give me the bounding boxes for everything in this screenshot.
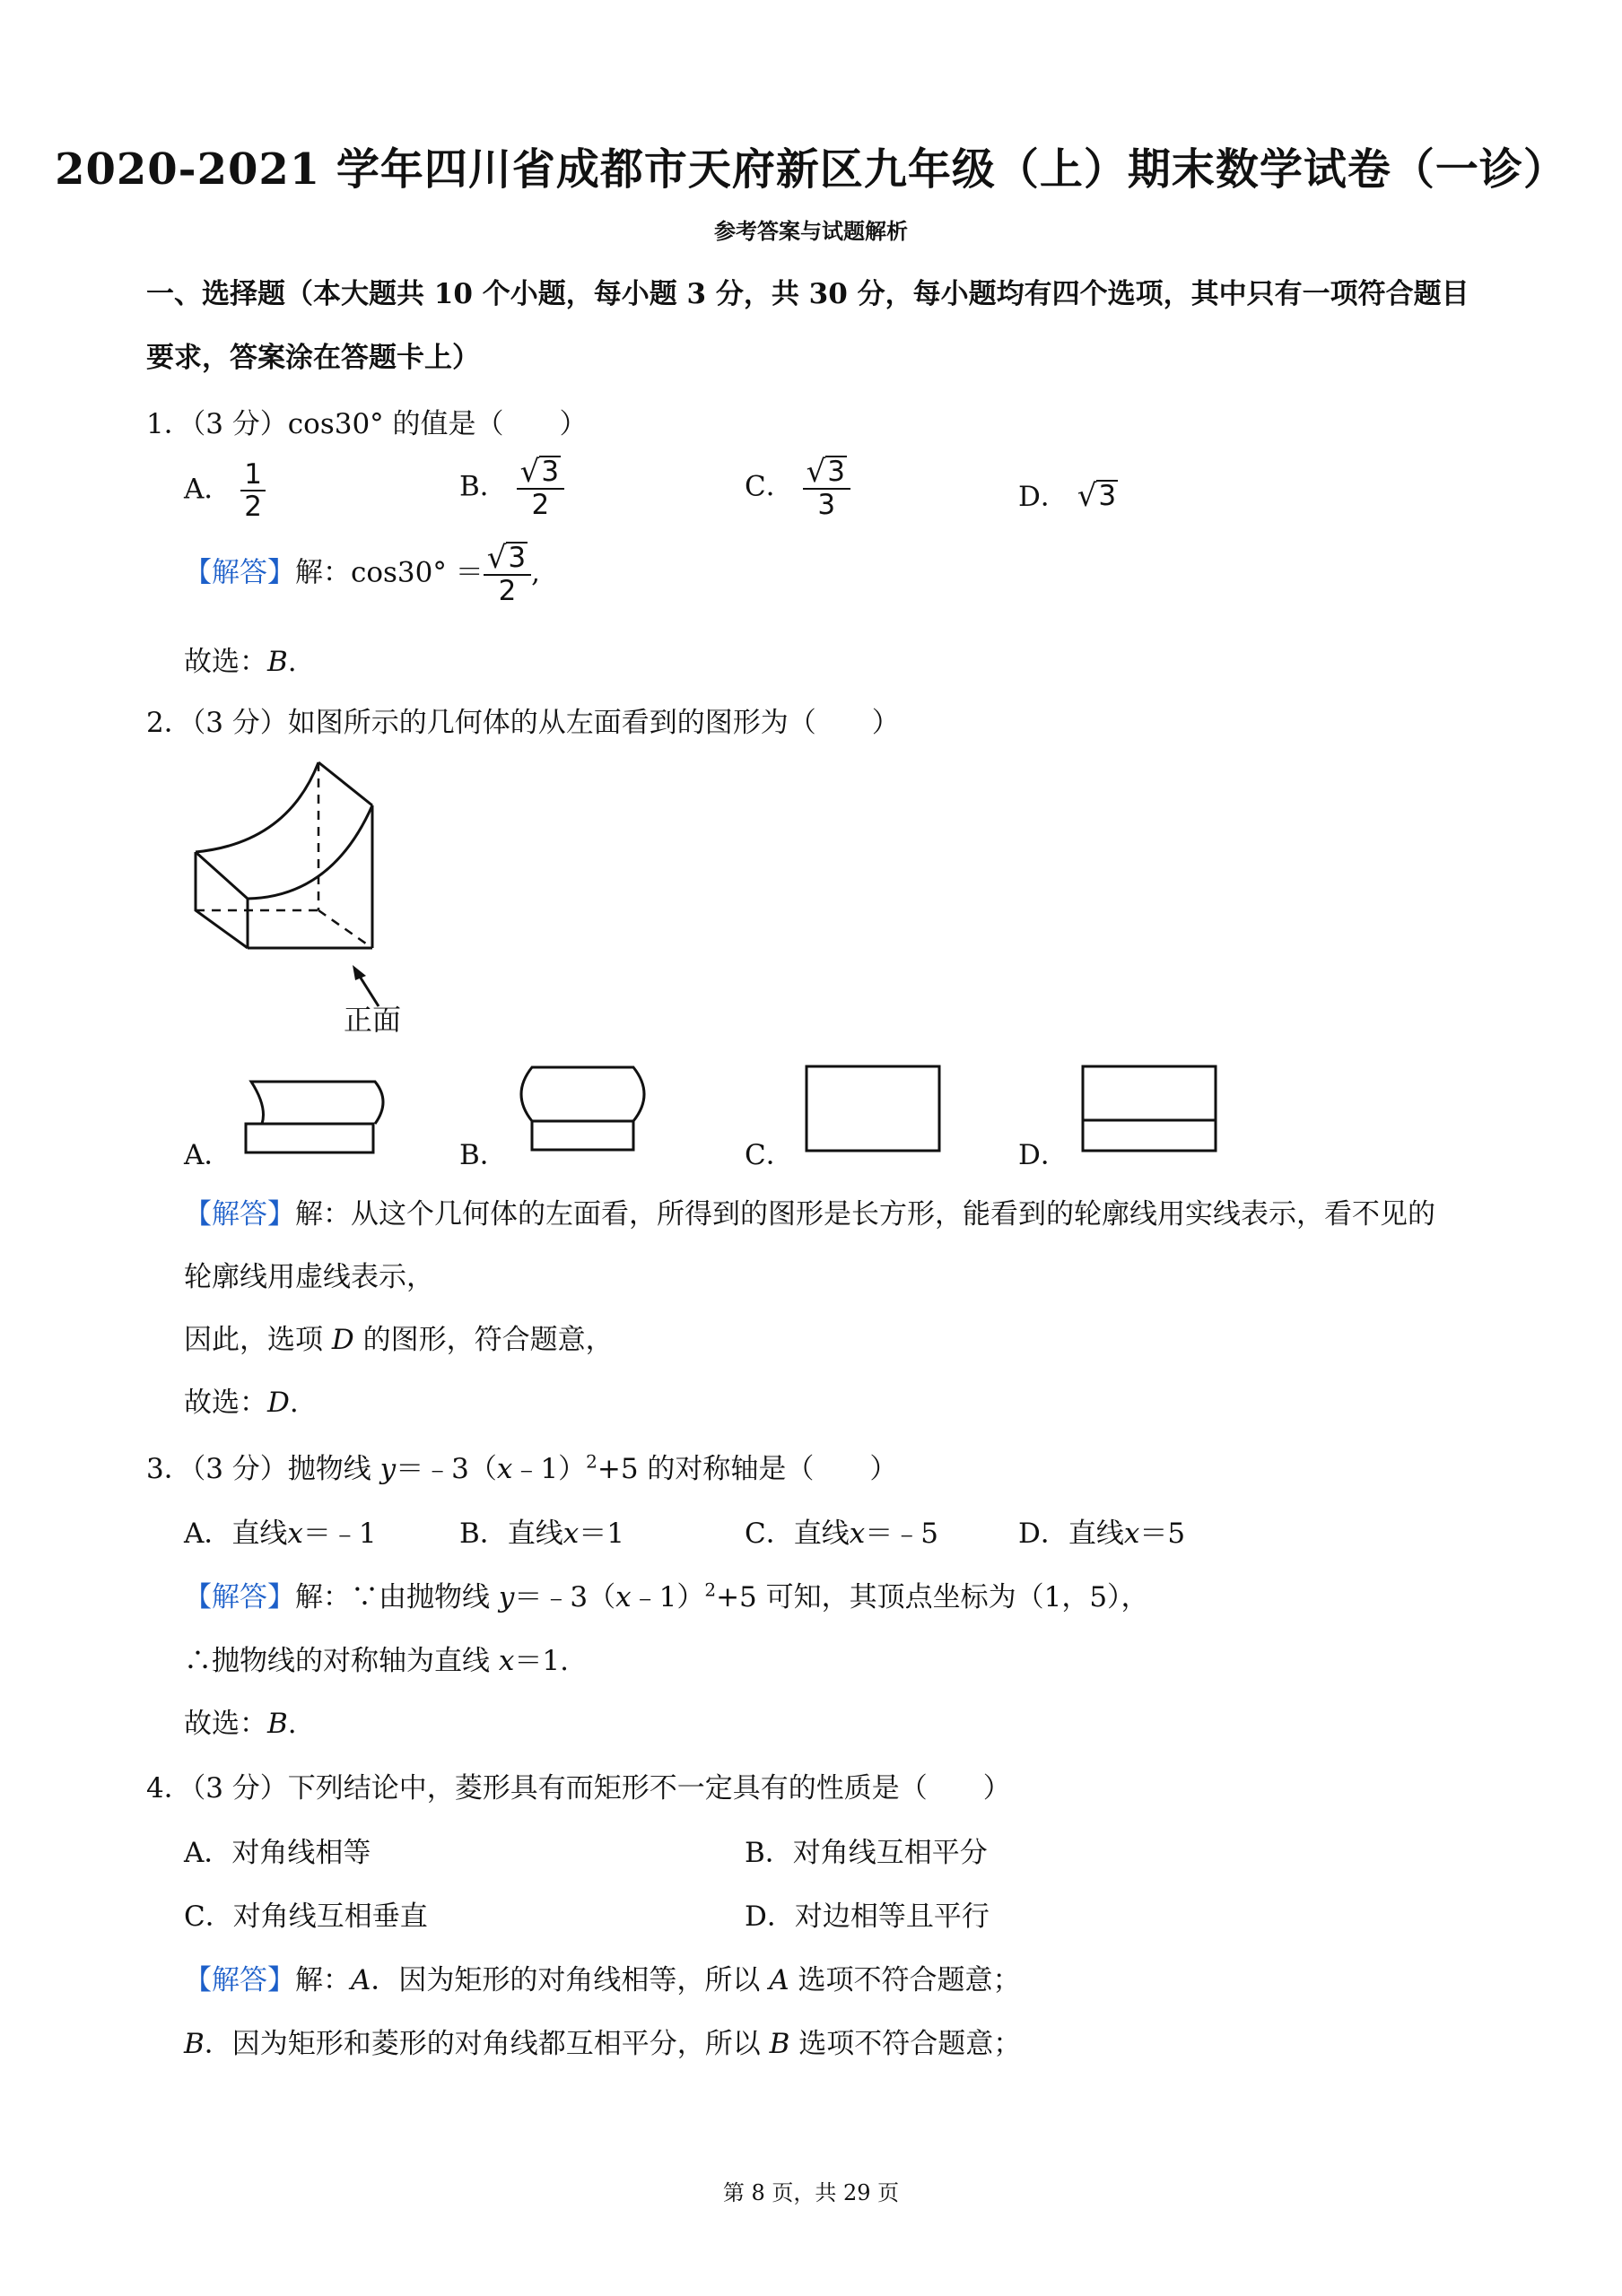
q4-option-d: D．对边相等且平行 <box>745 1900 990 1933</box>
denominator: 2 <box>531 488 550 521</box>
page-footer: 第 8 页，共 29 页 <box>722 2180 900 2205</box>
q2-option-d-label: D． <box>1018 1139 1068 1171</box>
fraction: √ 3 2 <box>484 542 531 606</box>
denominator: 3 <box>817 488 836 521</box>
answer-tag: 【解答】 <box>184 1581 295 1613</box>
q1-option-c <box>745 453 850 521</box>
q2-option-a-figure <box>240 1074 402 1164</box>
q2-figure-label: 正面 <box>344 1003 402 1037</box>
option-label: D． <box>1018 481 1068 513</box>
q2-answer-line1: 【解答】解：从这个几何体的左面看，所得到的图形是长方形，能看到的轮廓线用实线表示，看不见的 <box>184 1198 1435 1231</box>
q3-option-a: A．直线x＝﹣1 <box>184 1518 377 1550</box>
q2-option-d-figure <box>1079 1063 1223 1157</box>
q4-answer-line1: 【解答】解：A．因为矩形的对角线相等，所以 A 选项不符合题意； <box>184 1964 1021 1996</box>
answer-tag: 【解答】 <box>184 1964 295 1996</box>
sqrt: √ 3 <box>486 539 527 576</box>
q2-answer-line2: 轮廓线用虚线表示， <box>184 1261 434 1293</box>
sqrt: √ 3 <box>1077 478 1117 514</box>
q3-option-c: C．直线x＝﹣5 <box>745 1518 938 1550</box>
option-label: A． <box>184 473 232 506</box>
section-heading-line1: 一、选择题（本大题共 10 个小题，每小题 3 分，共 30 分，每小题均有四个选项，其中只有一项符合题目 <box>146 278 1469 310</box>
answer-tag: 【解答】 <box>184 556 295 589</box>
q3-option-b: B．直线x＝1 <box>459 1518 624 1550</box>
q1-answer: 【解答】解：cos30° ＝ √ 3 2 , <box>184 539 540 607</box>
q1-option-d <box>1018 474 1118 514</box>
q2-option-c-label: C． <box>745 1139 794 1171</box>
q1-choice: 故选：B. <box>184 646 297 678</box>
fraction <box>517 453 564 521</box>
section-heading-line2: 要求，答案涂在答题卡上） <box>146 342 480 374</box>
q1-stem: 1．（3 分）cos30° 的值是（ ） <box>146 408 588 440</box>
sqrt: √ 3 <box>519 453 560 490</box>
option-label: B． <box>459 470 508 503</box>
answer-tag: 【解答】 <box>184 1198 295 1231</box>
q4-answer-line2: B．因为矩形和菱形的对角线都互相平分，所以 B 选项不符合题意； <box>184 2028 1022 2060</box>
answer-text: 解：cos30° ＝ <box>295 556 484 589</box>
q4-stem: 4．（3 分）下列结论中，菱形具有而矩形不一定具有的性质是（ ） <box>146 1772 1011 1805</box>
q1-option-a <box>184 459 266 522</box>
q4-option-b: B．对角线互相平分 <box>745 1837 988 1869</box>
q3-choice: 故选：B. <box>184 1708 297 1740</box>
sqrt: √ 3 <box>806 453 845 490</box>
q4-option-a: A．对角线相等 <box>184 1837 371 1869</box>
q1-option-b <box>459 453 564 521</box>
q2-option-c-figure <box>803 1063 946 1157</box>
q3-option-d: D．直线x＝5 <box>1018 1518 1186 1550</box>
q3-answer-line2: ∴抛物线的对称轴为直线 x＝1. <box>184 1645 569 1677</box>
fraction <box>240 459 266 522</box>
q4-option-c: C．对角线互相垂直 <box>184 1900 428 1933</box>
q3-stem: 3．（3 分）抛物线 y＝﹣3（x﹣1）$^2$+5 的对称轴是（ ） <box>146 1450 898 1485</box>
numerator <box>803 453 850 490</box>
numerator <box>517 453 564 490</box>
q2-answer-line3: 因此，选项 D 的图形，符合题意， <box>184 1324 614 1356</box>
q3-answer-line1: 【解答】解：∵由抛物线 y＝﹣3（x﹣1）$^2$+5 可知，其顶点坐标为（1，5）， <box>184 1578 1149 1613</box>
denominator: 2 <box>244 491 262 524</box>
q2-option-a-label: A． <box>184 1139 232 1171</box>
q2-option-b-figure <box>516 1060 659 1159</box>
option-label: C． <box>745 470 794 503</box>
q2-option-b-label: B． <box>459 1139 508 1171</box>
q2-stem: 2．（3 分）如图所示的几何体的从左面看到的图形为（ ） <box>146 707 900 739</box>
numerator: 1 <box>240 459 266 491</box>
q2-choice: 故选：D. <box>184 1387 299 1419</box>
fraction <box>803 453 850 521</box>
page-subtitle: 参考答案与试题解析 <box>714 218 908 244</box>
page-title: 2020-2021 学年四川省成都市天府新区九年级（上）期末数学试卷（一诊） <box>55 144 1567 195</box>
